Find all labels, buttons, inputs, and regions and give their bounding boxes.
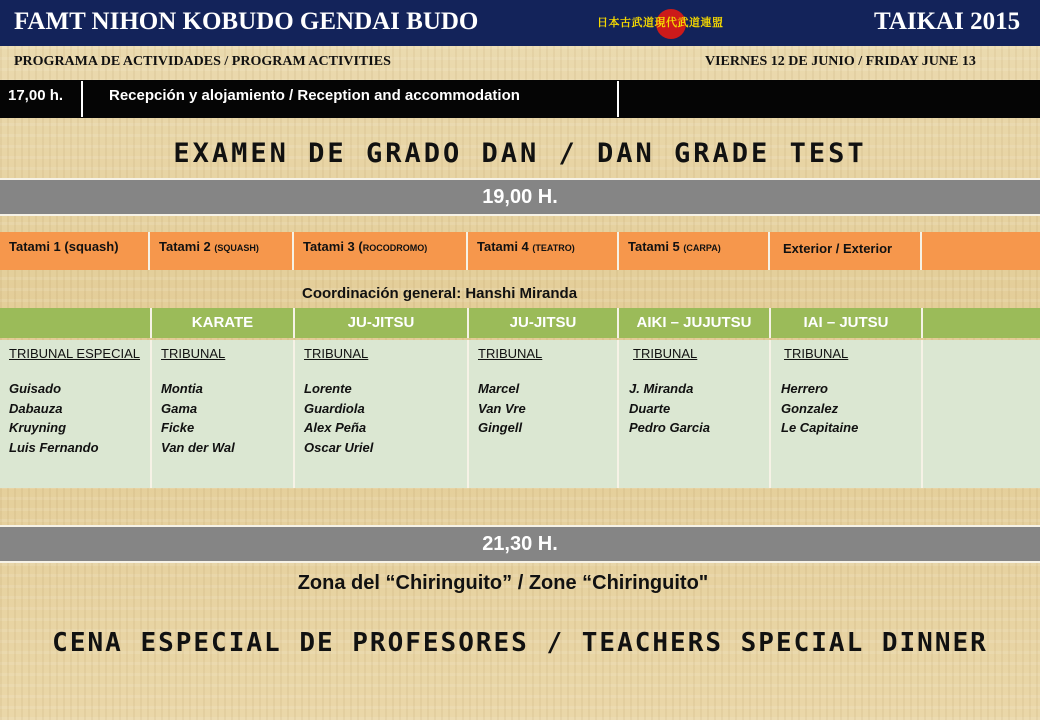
tribunal-cell (619, 340, 771, 488)
tatami-cell: Tatami 5 (CARPA) (619, 232, 770, 270)
tribunal-empty-cell (923, 340, 1040, 488)
tribunal-member: Ficke (161, 420, 195, 435)
exam-time-bar: 19,00 H. (0, 178, 1040, 216)
tatami-cell: Tatami 2 (SQUASH) (150, 232, 294, 270)
program-label: PROGRAMA DE ACTIVIDADES / PROGRAM ACTIVITIES (14, 54, 391, 69)
tribunal-member: J. Miranda (629, 381, 694, 396)
discipline-cell: KARATE (152, 308, 295, 338)
tribunal-member: Lorente (304, 381, 352, 396)
tribunal-member: Dabauza (9, 400, 63, 416)
tribunal-member: Le Capitaine (781, 420, 859, 435)
tribunal-row (0, 340, 1040, 488)
tribunal-member: Gingell (478, 420, 523, 435)
tribunal-header: TRIBUNAL ESPECIAL (9, 346, 141, 361)
tribunal-header: TRIBUNAL (633, 346, 698, 361)
dinner-time-bar: 21,30 H. (0, 525, 1040, 563)
tribunal-member: Montia (161, 381, 203, 396)
tribunal-member: Guisado (9, 381, 62, 396)
tribunal-cell (469, 340, 619, 488)
event-title: TAIKAI 2015 (874, 8, 1021, 35)
reception-empty-cell (619, 81, 1040, 117)
tribunal-cell (295, 340, 469, 488)
tatami-cell: Tatami 3 (ROCODROMO) (294, 232, 468, 270)
tatami-cell: Exterior / Exterior (770, 232, 922, 270)
coordination-label: Coordinación general: Hanshi Miranda (302, 285, 578, 302)
tribunal-cell (771, 340, 923, 488)
tribunal-member: Luis Fernando (9, 439, 99, 455)
tatami-row (0, 232, 1040, 270)
tribunal-cell (0, 340, 152, 488)
org-title: FAMT NIHON KOBUDO GENDAI BUDO (14, 8, 479, 35)
zone-label: Zona del “Chiringuito” / Zone “Chiringuito" (297, 572, 709, 594)
discipline-row (0, 308, 1040, 338)
discipline-cell: AIKI – JUJUTSU (619, 308, 771, 338)
discipline-cell: JU-JITSU (469, 308, 619, 338)
dinner-title: CENA ESPECIAL DE PROFESORES / TEACHERS SPECIAL DINNER (52, 628, 988, 658)
tribunal-member: Pedro Garcia (629, 420, 710, 435)
reception-bar (0, 80, 1040, 118)
tribunal-cell (152, 340, 295, 488)
tribunal-member: Oscar Uriel (304, 439, 374, 455)
kanji-title: 日本古武道現代武道連盟 (597, 16, 724, 29)
tribunal-member: Kruyning (9, 420, 67, 435)
tribunal-member: Herrero (781, 381, 828, 396)
tribunal-member: Guardiola (304, 400, 365, 416)
tribunal-member: Van Vre (478, 400, 526, 416)
tribunal-member: Van der Wal (161, 439, 235, 455)
discipline-cell (0, 308, 152, 338)
tatami-empty-cell (922, 232, 1040, 270)
exam-title: EXAMEN DE GRADO DAN / DAN GRADE TEST (173, 138, 867, 169)
discipline-cell (923, 308, 1040, 338)
tribunal-header: TRIBUNAL (304, 346, 369, 361)
discipline-cell: JU-JITSU (295, 308, 469, 338)
tatami-cell: Tatami 4 (TEATRO) (468, 232, 619, 270)
reception-text: Recepción y alojamiento / Reception and accommodation (83, 81, 619, 117)
tribunal-member: Marcel (478, 381, 520, 396)
tribunal-member: Gonzalez (781, 400, 839, 416)
reception-time: 17,00 h. (0, 81, 83, 117)
tribunal-member: Alex Peña (304, 420, 367, 435)
tribunal-header: TRIBUNAL (478, 346, 543, 361)
tatami-cell: Tatami 1 (squash) (0, 232, 150, 270)
tribunal-member: Duarte (629, 400, 671, 416)
tribunal-member: Gama (161, 400, 198, 416)
discipline-cell: IAI – JUTSU (771, 308, 923, 338)
tribunal-header: TRIBUNAL (161, 346, 226, 361)
date-label: VIERNES 12 DE JUNIO / FRIDAY JUNE 13 (705, 54, 976, 69)
tribunal-header: TRIBUNAL (784, 346, 849, 361)
